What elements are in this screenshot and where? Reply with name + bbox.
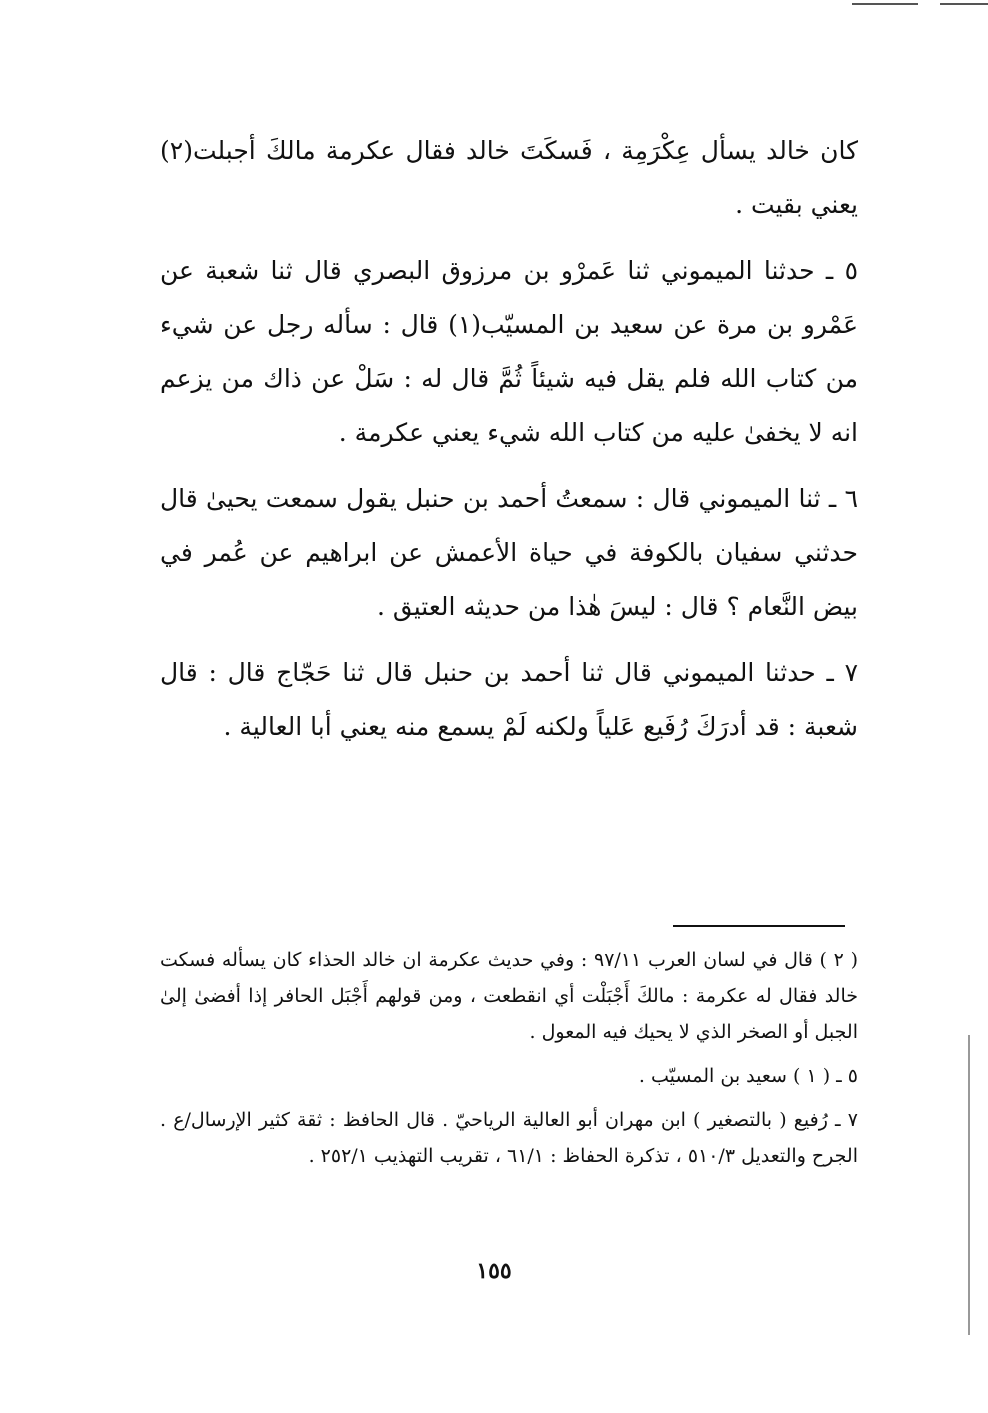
footnote-5-1: ٥ ـ ( ١ ) سعيد بن المسيّب . [638, 1065, 858, 1087]
paragraph-continued: كان خالد يسأل عِكْرَمِة ، فَسكَتَ خالد فقال عكرمة مالكَ أجبلت(٢) يعني بقيت . [160, 136, 858, 219]
main-text [160, 124, 858, 766]
paragraph-7: ٧ ـ حدثنا الميموني قال ثنا أحمد بن حنبل قال ثنا حَجّاج قال : قال شعبة : قد أدرَكَ رُفَيع عَلياً ولكنه لَمْ يسمع منه يعني أبا العالية . [160, 658, 858, 741]
footnote-2: ( ٢ ) قال في لسان العرب ٩٧/١١ : وفي حديث عكرمة ان خالد الحذاء كان يسأله فسكت خالد فقال له عكرمة : مالكَ أَجْبَلْت أي انقطعت ، ومن قولهم أَجْبَل الحافر إذا أفضىٰ إلىٰ الجبل أو الصخر الذي لا يحيك فيه المعول . [160, 949, 858, 1043]
footnote-separator [673, 925, 845, 927]
page-number: ١٥٥ [476, 1258, 512, 1284]
footnotes [160, 942, 858, 1182]
scan-edge-line [940, 3, 988, 5]
paragraph-5: ٥ ـ حدثنا الميموني ثنا عَمرْو بن مرزوق البصري قال ثنا شعبة عن عَمْرو بن مرة عن سعيد بن المسيّب(١) قال : سأله رجل عن شيء من كتاب الله فلم يقل فيه شيئاً ثُمَّ قال له : سَلْ عن ذاك من يزعم انه لا يخفىٰ عليه من كتاب الله شيء يعني عكرمة . [160, 256, 858, 447]
footnote-7: ٧ ـ رُفيع ( بالتصغير ) ابن مهران أبو العالية الرياحيّ . قال الحافظ : ثقة كثير الإرسال/ع . الجرح والتعديل ٥١٠/٣ ، تذكرة الحفاظ : ٦١/١ ، تقريب التهذيب ٢٥٢/١ . [160, 1109, 858, 1167]
paragraph-6: ٦ ـ ثنا الميموني قال : سمعتُ أحمد بن حنبل يقول سمعت يحيىٰ قال حدثني سفيان بالكوفة في حياة الأعمش عن ابراهيم عن عُمر في بيض النَّعام ؟ قال : ليسَ هٰذا من حديثه العتيق . [160, 484, 858, 621]
scan-edge-line [968, 1035, 970, 1335]
scan-edge-line [852, 3, 918, 5]
